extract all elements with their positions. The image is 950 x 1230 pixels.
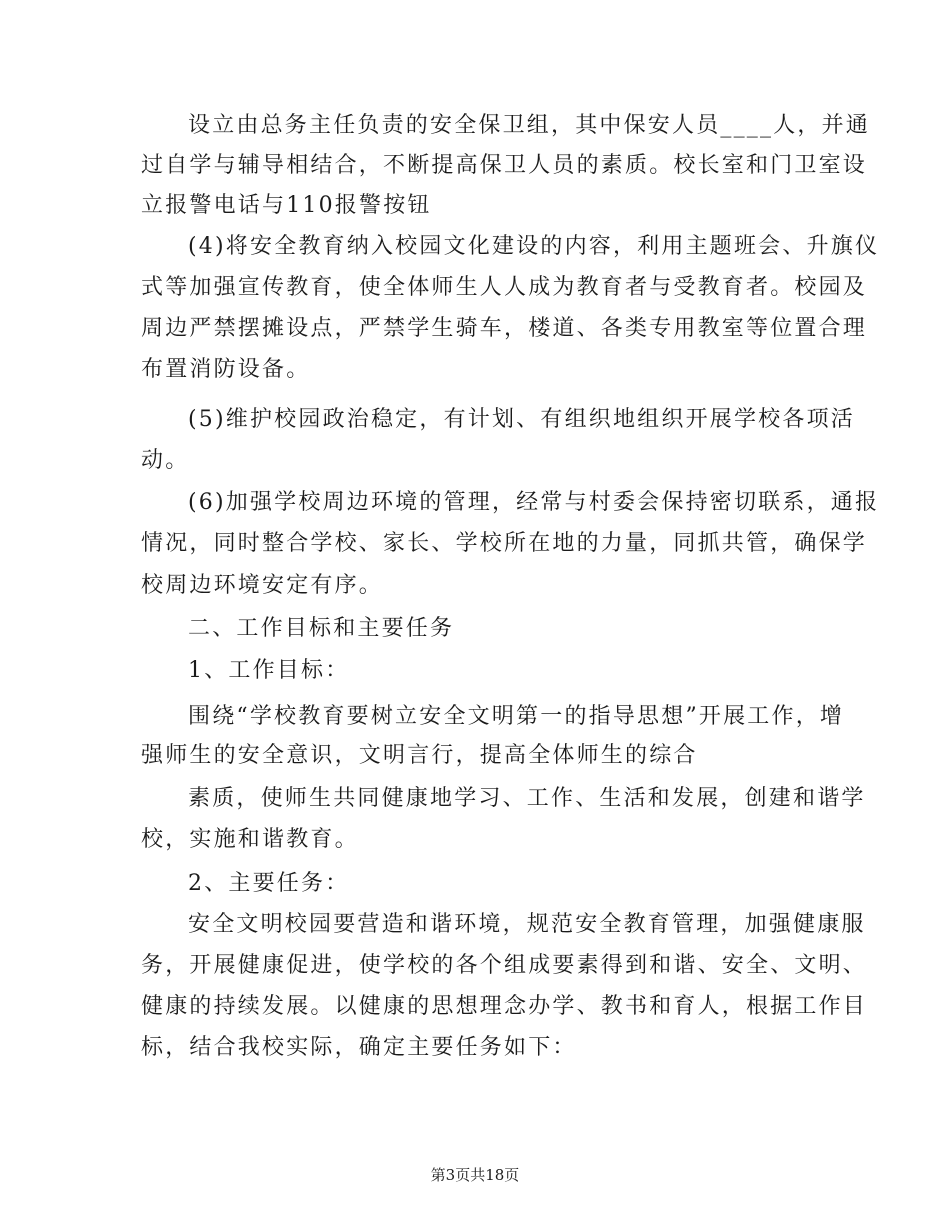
paragraph-line: 务，开展健康促进，使学校的各个组成要素得到和谐、安全、文明、 [141, 953, 868, 978]
paragraph-line: 立报警电话与110报警按钮 [141, 193, 432, 218]
paragraph-line: 周边严禁摆摊设点，严禁学生骑车，楼道、各类专用教室等位置合理 [141, 316, 868, 341]
paragraph-line: (6)加强学校周边环境的管理，经常与村委会保持密切联系，通报 [188, 490, 880, 515]
paragraph-line: 式等加强宣传教育，使全体师生人人成为教育者与受教育者。校园及 [141, 275, 868, 300]
paragraph-line: 围绕“学校教育要树立安全文明第一的指导思想”开展工作，增 [188, 704, 845, 729]
paragraph-line: 设立由总务主任负责的安全保卫组，其中保安人员____人，并通 [188, 113, 871, 138]
page-number: 第3页共18页 [430, 1166, 520, 1184]
paragraph-line: 过自学与辅导相结合，不断提高保卫人员的素质。校长室和门卫室设 [141, 153, 868, 178]
section-heading: 二、工作目标和主要任务 [188, 616, 455, 641]
paragraph-line: 标，结合我校实际，确定主要任务如下： [141, 1035, 577, 1060]
paragraph-line: 情况，同时整合学校、家长、学校所在地的力量，同抓共管，确保学 [141, 531, 868, 556]
paragraph-line: (5)维护校园政治稳定，有计划、有组织地组织开展学校各项活 [188, 407, 855, 432]
paragraph-line: 动。 [141, 448, 190, 473]
paragraph-line: 强师生的安全意识，文明言行，提高全体师生的综合 [141, 743, 698, 768]
paragraph-line: 校周边环境安定有序。 [141, 573, 384, 598]
paragraph-line: 安全文明校园要营造和谐环境，规范安全教育管理，加强健康服 [188, 912, 866, 937]
paragraph-line: 素质，使师生共同健康地学习、工作、生活和发展，创建和谐学 [188, 786, 866, 811]
paragraph-line: 布置消防设备。 [141, 357, 311, 382]
paragraph-line: (4)将安全教育纳入校园文化建设的内容，利用主题班会、升旗仪 [188, 234, 880, 259]
subsection-heading: 2、主要任务： [188, 871, 350, 896]
paragraph-line: 校，实施和谐教育。 [141, 827, 359, 852]
subsection-heading: 1、工作目标： [188, 658, 350, 683]
paragraph-line: 健康的持续发展。以健康的思想理念办学、教书和育人，根据工作目 [141, 994, 868, 1019]
